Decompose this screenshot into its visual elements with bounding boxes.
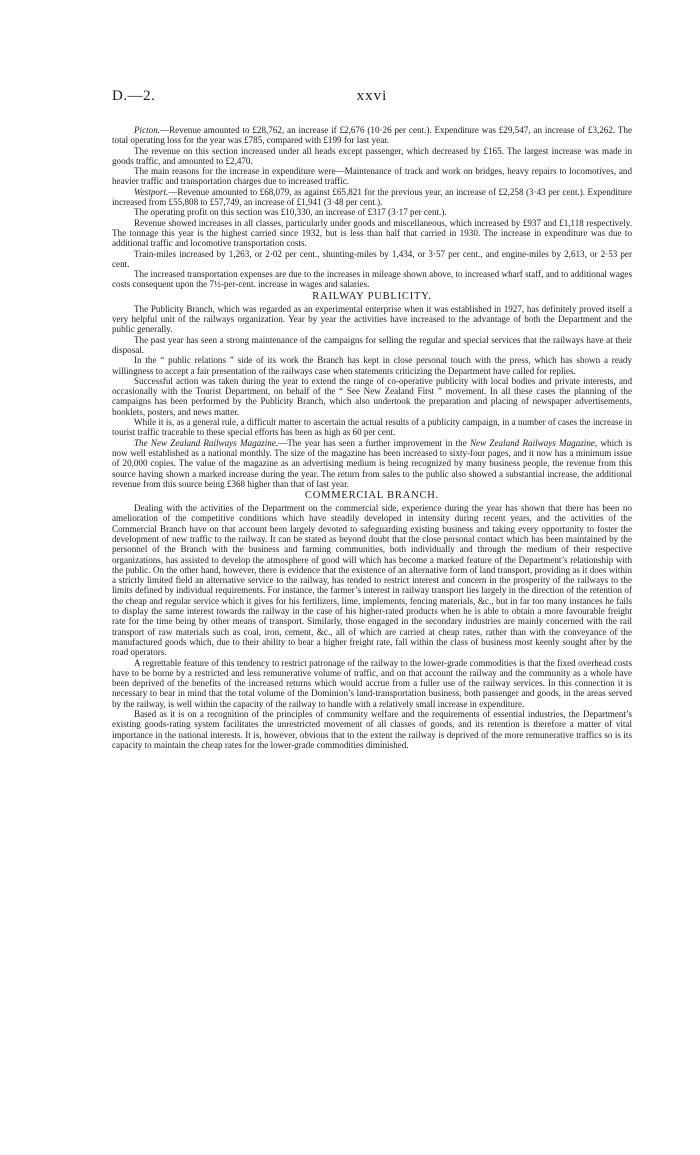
magazine-paragraph — [112, 438, 632, 489]
westport-mileage-paragraph: Train-miles increased by 1,263, or 2·02 per cent., shunting-miles by 1,434, or 3·57 per cent., and engine-miles by 2,613, or 2·53 per cent. — [112, 248, 632, 269]
page-body — [112, 125, 632, 750]
picton-lead: Picton. — [134, 125, 161, 135]
commercial-branch-heading: COMMERCIAL BRANCH. — [304, 490, 440, 502]
page-number: xxvi — [356, 88, 388, 104]
magazine-text-a: —The year has seen a further improvement in the — [278, 437, 470, 448]
publicity-paragraph-4: Successful action was taken during the year to extend the range of co-operative publicity with local bodies and private interests, and occasionally with the Tourist Department, on behalf of the “ See New Zealand First ” movement. In all these cases the planning of the campaigns has been performed by the Publicity Branch, which also undertook the preparation and placing of newspaper advertisements, booklets, posters, and news matter. — [112, 375, 632, 417]
publicity-paragraph-1: The Publicity Branch, which was regarded as an experimental enterprise when it was established in 1927, has definitely proved itself a very helpful unit of the railways organization. Year by year the activities have increased to the advantage of both the Department and the public generally. — [112, 303, 632, 335]
publicity-paragraph-5: While it is, as a general rule, a difficult matter to ascertain the actual results of a publicity campaign, in a number of cases the increase in tourist traffic traceable to these special efforts has been as high as 60 per cent. — [112, 417, 632, 438]
commercial-paragraph-2: A regrettable feature of this tendency to restrict patronage of the railway to the lower-grade commodities is that the fixed overhead costs have to be borne by a restricted and less remunerative volume of traffic, and on that account the railway and the community as a whole have been deprived of the benefits of the increased returns which would accrue from a fuller use of the railway services. In this connection it is necessary to bear in mind that the total volume of the Dominion’s land-transportation business, both passenger and goods, in the areas served by the railway, is well within the capacity of the railway to handle with a relatively small increase in expenditure. — [112, 657, 632, 709]
picton-text: —Revenue amounted to £28,762, an increase if £2,676 (10·26 per cent.). Expenditure was £29,547, an increase of £3,262. The total operating loss for the year was £785, compared with £199 for last year. — [112, 125, 632, 146]
westport-profit-paragraph: The operating profit on this section was £10,330, an increase of £317 (3·17 per cent.). — [134, 207, 447, 218]
magazine-title: New Zealand Railways Magazine, — [469, 437, 598, 448]
picton-paragraph — [112, 125, 632, 146]
westport-transport-paragraph: The increased transportation expenses are due to the increases in mileage shown above, to increased wharf staff, and to additional wages costs consequent upon the 7½-per-cent. increase in wages and salaries. — [112, 269, 632, 290]
page-header — [112, 88, 632, 108]
document-reference: D.—2. — [112, 88, 156, 104]
westport-lead: Westport. — [134, 186, 169, 197]
magazine-text-b: which is now well established as a national monthly. The size of the magazine has been increased to sixty-four pages, and it now has a minimum issue of 20,000 copies. The value of the magazine as an advertising medium is being recognized by many business people, the revenue from this source having shown a marked increase during the year. The return from sales to the public also showed a substantial increase, the additional revenue from this source being £368 higher than that of last year. — [112, 437, 632, 489]
commercial-paragraph-1: Dealing with the activities of the Department on the commercial side, experience during the year has shown that there has been no amelioration of the competitive conditions which have steadily developed in intensity during recent years, and the activities of the Commercial Branch have on that account been largely devoted to safeguarding existing business and taking every opportunity to foster the development of new traffic to the railway. It can be stated as beyond doubt that the close personal contact which has been maintained by the personnel of the Branch with the business and farming communities, both individually and through the medium of their respective organizations, has assisted to develop the atmosphere of good will which has become a marked feature of the Department’s relationship with the public. On the other hand, however, there is evidence that the existence of an alternative form of land transport, providing as it does within a strictly limited field an alternative service to the railway, has tended to restrict interest and concern in the prosperity of the railways to the limits defined by individual requirements. For instance, the farmer’s interest in railway transport lies largely in the direction of the retention of the cheap and regular service which it gives for his fertilizers, lime, implements, fencing materials, &c., but in far too many instances he fails to display the same interest towards the railway in the case of his higher-rated products when he is able to obtain a more favourable freight rate for the time being by other means of transport. Similarly, those engaged in the secondary industries are mainly concerned with the rail transport of raw materials such as coal, iron, cement, &c., all of which are carried at cheap rates, rather than with the conveyance of the manufactured goods which, due to their ability to bear a higher freight rate, fall within the class of business most keenly sought after by the road operators. — [112, 503, 632, 658]
westport-revenue-paragraph: Revenue showed increases in all classes, particularly under goods and miscellaneous, which increased by £937 and £1,118 respectively. The tonnage this year is the highest carried since 1932, but is less than half that carried in 1930. The increase in expenditure was due to additional traffic and locomotive transportation costs. — [112, 217, 632, 249]
picton-revenue-paragraph: The revenue on this section increased under all heads except passenger, which decreased by £165. The largest increase was made in goods traffic, and amounted to £2,470. — [112, 145, 632, 166]
westport-text: —Revenue amounted to £68,079, as against £65,821 for the previous year, an increase of £2,258 (3·43 per cent.). Expenditure increased from £55,808 to £57,749, an increase of £1,941 (3·48 per cent.). — [112, 186, 632, 208]
commercial-paragraph-3: Based as it is on a recognition of the principles of community welfare and the requirements of essential industries, the Department’s existing goods-rating system facilitates the unrestricted movement of all classes of goods, and its retention is therefore a matter of vital importance in the national interests. It is, however, obvious that to the extent the railway is deprived of the more remunerative traffics so is its capacity to maintain the cheap rates for the lower-grade commodities diminished. — [112, 709, 632, 750]
railway-publicity-heading: RAILWAY PUBLICITY. — [312, 290, 432, 302]
publicity-paragraph-2: The past year has seen a strong maintenance of the campaigns for selling the regular and special services that the railways have at their disposal. — [112, 334, 632, 355]
publicity-paragraph-3: In the “ public relations ” side of its work the Branch has kept in close personal touch with the press, which has shown a ready willingness to accept a fair presentation of the railways case when statements criticizing the Department have called for replies. — [112, 355, 632, 376]
magazine-lead: The New Zealand Railways Magazine. — [134, 437, 279, 448]
picton-expenditure-paragraph: The main reasons for the increase in expenditure were—Maintenance of track and work on bridges, heavy repairs to locomotives, and heavier traffic and transportation charges due to increased traffic. — [112, 166, 632, 187]
westport-paragraph — [112, 187, 632, 208]
